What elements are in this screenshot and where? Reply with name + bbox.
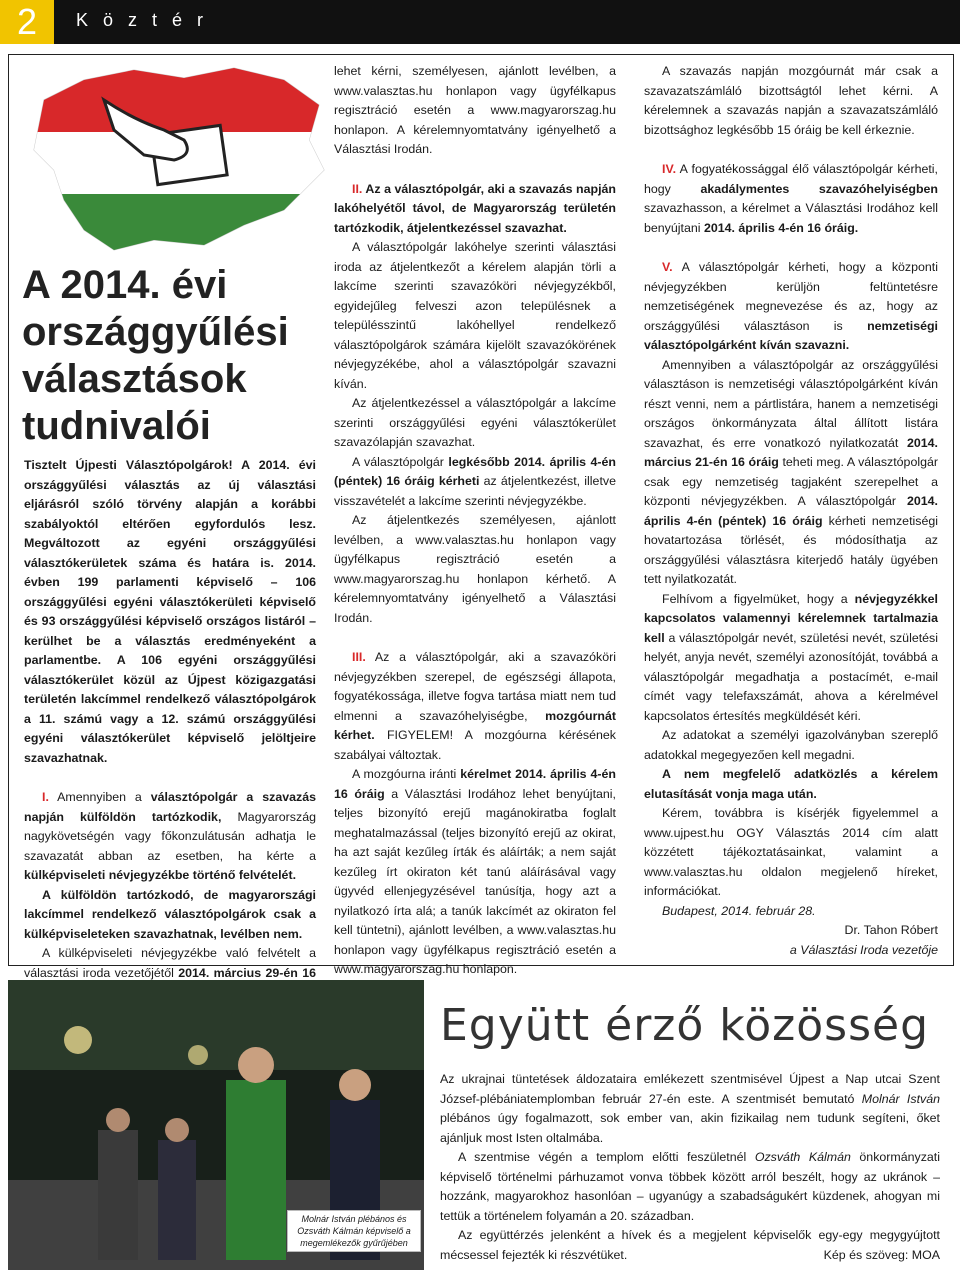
text-run: legkésőbb 2014. április 4-én (péntek) 16 óráig kérheti — [334, 454, 617, 488]
section-2-paragraph: A választópolgár lakóhelye szerinti választási iroda az átjelentkezőt a kérelem alapján törli a lakcíme szerinti szavazóköri névjegyzékből, egyidejűleg felveszi azon településnek a településszintű lakóhellyel rendelkező választópolgárok számára kijelölt szavazókörének névjegyzékébe, ahol a választópolgár szavazni kíván. — [334, 240, 616, 391]
text-run: mozgóurnát kérhet. — [334, 708, 616, 742]
section-5-paragraph-3 — [644, 590, 938, 727]
text-run: szavazhasson, a kérelmet a Választási Irodához kell benyújtani — [644, 201, 938, 235]
text-run: Magyarország nagykövetségén vagy főkonzulátusán adhatja le szavazatát abban az esetben, ha kérte a — [24, 809, 316, 863]
text-run: Ozsváth Kálmán — [754, 1150, 851, 1164]
text-run: Felhívom a figyelmüket, hogy a — [662, 591, 855, 606]
text-run: kérheti nemzetiségi hovatartozása törlését, és módosíthatja az országgyűlési választásra kiterjedő hatály ügyében tett nyilatkozatát. — [644, 513, 938, 586]
section-5-paragraph-5: A nem megfelelő adatközlés a kérelem elutasítását vonja maga után. — [644, 767, 938, 801]
intro-paragraph: Tisztelt Újpesti Választópolgárok! A 2014. évi országgyűlési választás az új választási eljárásról szóló törvény alapján a korábbi szabályoktól eltérően egyfordulós lesz. Megváltozott az egyéni országgyűlési választókerületek száma és határa is. 2014. évben 199 parlamenti képviselő – 106 országgyűlési egyéni választókerületi képviselő és 93 országgyűlési képviselő országos listáról – kerülhet be a választás eredményeként a parlamentbe. A 106 egyéni országgyűlési választókerület közül az Újpest közigazgatási területén lakcímmel rendelkező választópolgárok a 11. számú vagy a 12. számú országgyűlési egyéni választókerület képviselő jelöltjeire szavazhatnak. — [24, 458, 316, 765]
photo-credit: Kép és szöveg: MOA — [823, 1247, 940, 1262]
text-run: választópolgár a szavazás napján külföldön tartózkodik, — [24, 790, 316, 824]
section-2-heading — [334, 180, 616, 239]
page-number: 2 — [0, 0, 54, 44]
feature-column-2 — [334, 62, 616, 980]
text-run: Az együttérzés jelenként a hívek és a megjelent képviselők egy-egy megygyújtott mécsessel fejezték ki részvétüket. — [440, 1228, 940, 1262]
text-run: az átjelentkezést, illetve visszavételét a lakcíme szerinti névjegyzékbe. — [334, 474, 616, 508]
hungary-map-ballot-illustration — [24, 60, 330, 260]
text-run: külképviseleti névjegyzékbe történő felvételét. — [24, 868, 297, 882]
section-2-number: II. — [352, 181, 363, 196]
section-5-paragraph-4: Az adatokat a személyi igazolványban szereplő adatokkal megegyezően kell megadni. — [644, 728, 938, 762]
signer-role: a Választási Iroda vezetője — [789, 942, 938, 957]
article-paragraph-3 — [440, 1226, 940, 1265]
feature-title-line: A 2014. évi — [22, 263, 228, 307]
text-run: kérelmet 2014. április 4-én 16 óráig — [334, 767, 616, 801]
feature-title — [22, 262, 322, 450]
text-run: Amennyiben a választópolgár az országgyűlési választáson is nemzetiségi választópolgárként kíván részt venni, nem a pártlistára, hanem a nemzetiségi országos önkormányzata által állított listára szavazhat, és erre vonatkozó nyilatkozatát — [644, 357, 938, 450]
section-1-number: I. — [42, 790, 49, 804]
text-run: A szentmise végén a templom előtti feszületnél — [458, 1150, 755, 1164]
text-run: A külképviseleti névjegyzékbe való felvételt a választási iroda vezetőjétől — [24, 946, 316, 980]
text-run: önkormányzati képviselő történelmi párhuzamot vonva többek között arról beszélt, hogy az ukránok – hozzánk, magyarokhoz hasonlóan – ugyanúgy a szabadságukért küzdenek, ahogyan mi tettük a történelem folyamán a 20. században. — [440, 1150, 940, 1223]
text-run: Molnár István — [861, 1091, 940, 1106]
section-4-number: IV. — [662, 162, 677, 176]
date-line: Budapest, 2014. február 28. — [662, 903, 816, 918]
text-run: a Választási Irodához lehet benyújtani, teljes bizonyító erejű magánokiratba foglalt meghatalmazással (teljes bizonyító erejű az okirat, ha azt saját kezűleg írták és aláírták; a nem saját kezűleg írt okiraton két tanú aláírásával vagy ügyvéd ellenjegyzésével tanúsítja, hogy azt a nyilatkozó írta alá; a tanúk lakcímét az okiraton fel kell tüntetni), ajánlott levélben, a www.valasztas.hu honlapon vagy ügyfélkapus regisztráció esetén a www.magyarorszag.hu honlapon. — [334, 786, 616, 976]
section-5-paragraph — [644, 258, 938, 356]
section-3-paragraph-2 — [334, 765, 616, 980]
section-5-paragraph-6: Kérem, továbbra is kísérjék figyelemmel a www.ujpest.hu OGY Választás 2014 cím alatt közzétett tájékoztatásainkat, valamint a www.valasztas.hu oldalon megjelenő híreket, információkat. — [644, 806, 938, 898]
article-title: Együtt érző közösség — [440, 1000, 930, 1051]
text-run: A választópolgár kérheti, hogy a központi névjegyzékben kerüljön feltüntetésre nemzetiségének megnevezése és az, hogy az országgyűlési választáson is — [644, 260, 938, 333]
text-run: 2014. április 4-én 16 óráig. — [703, 220, 859, 235]
text-run: plébános úgy fogalmazott, sok ember van, akin fizikailag nem tudunk segíteni, őket ajánljuk most Isten oltalmába. — [440, 1111, 940, 1145]
section-3-paragraph-3: A szavazás napján mozgóurnát már csak a szavazatszámláló bizottságtól lehet kérni. A kérelemnek a szavazás napján a szavazatszámláló bizottsághoz legkésőbb 15 óráig be kell érkeznie. — [644, 64, 938, 137]
text-run: névjegyzékkel kapcsolatos valamennyi kérelemnek tartalmazia kell — [644, 591, 938, 645]
text-run: 2014. március 21-én 16 óráig — [644, 435, 938, 469]
section-title: K ö z t é r — [76, 10, 209, 30]
section-2-paragraph: Az átjelentkezéssel a választópolgár a lakcíme szerinti országgyűlési egyéni választókerület szavazólapján szavazhat. — [334, 396, 616, 449]
text-run: lehet kérni, személyesen, ajánlott levélben, a www.valasztas.hu honlapon vagy ügyfélkapus regisztráció esetén a www.magyarorszag.hu honlapon. A kérelemnyomtatvány igényelhető a Választási Irodán. — [334, 64, 616, 156]
section-4-paragraph — [644, 160, 938, 238]
text-run: A választópolgár — [352, 454, 449, 469]
text-run: Amennyiben a — [48, 790, 151, 804]
feature-title-line: tudnivalói — [22, 404, 211, 448]
feature-title-line: országgyűlési — [22, 310, 289, 354]
article-body — [440, 1070, 940, 1265]
text-run: 2014. március 29-én 16 — [178, 965, 316, 980]
article-paragraph-1 — [440, 1070, 940, 1148]
photo-caption: Molnár István plébános és Ozsváth Kálmán képviselő a megemlékezők gyűrűjében — [287, 1210, 421, 1252]
section-1-paragraph — [24, 788, 316, 886]
text-run: akadálymentes szavazóhelyiségben — [700, 181, 938, 196]
section-2-paragraph — [334, 453, 616, 512]
section-3-number: III. — [352, 650, 366, 664]
text-run: A fogyatékossággal élő választópolgár kérheti, hogy — [644, 162, 938, 196]
text-run: Az a választópolgár, aki a szavazóköri névjegyzékben szerepel, de egészségi állapota, fogyatékossága, illetve fogva tartása miatt nem tud elmenni a szavazóhelyiségbe, — [334, 650, 616, 723]
section-3-paragraph — [334, 648, 616, 765]
text-run: A mozgóurna iránti — [352, 767, 461, 781]
section-1-continued — [334, 62, 616, 160]
section-1-paragraph-2: A külföldön tartózkodó, de magyarországi lakcímmel rendelkező választópolgárok csak a külképviseleteken szavazhatnak, levélben nem. — [24, 887, 316, 941]
feature-column-1 — [24, 456, 316, 1003]
signer-name: Dr. Tahon Róbert — [844, 923, 938, 937]
section-5-paragraph-2 — [644, 356, 938, 590]
feature-title-line: választások — [22, 357, 247, 401]
text-run: a választópolgár nevét, születési nevét, születési helyét, anyja nevét, személyi azonosítóját, továbbá a választópolgár megadhatja a postacímét, e-mail címét vagy telefaxszámát, ahova a kérelmével kapcsolatos értesítés megküldését kéri. — [644, 630, 938, 723]
section-5-number: V. — [662, 260, 673, 274]
article-paragraph-2 — [440, 1148, 940, 1226]
section-2-paragraph: Az átjelentkezés személyesen, ajánlott levélben, a www.valasztas.hu honlapon vagy ügyfélkapus regisztráció esetén a www.magyarorszag.hu honlapon kérhető. A kérelemnyomtatvány igényelhető a Választási Irodán. — [334, 513, 616, 625]
text-run: Az a választópolgár, aki a szavazás napján lakóhelyétől távol, de Magyarország területén tartózkodik, átjelentkezéssel szavazhat. — [334, 181, 616, 235]
text-run: 2014. április 4-én (péntek) 16 óráig — [644, 494, 938, 528]
text-run: nemzetiségi választópolgárként kíván szavazni. — [644, 318, 938, 352]
text-run: teheti meg. A választópolgár csak egy nemzetiség tagjaként szerepelhet a központi névjegyzékben. A választópolgár — [644, 455, 938, 508]
text-run: FIGYELEM! A mozgóurna kérésének szabályai változtak. — [334, 728, 616, 762]
feature-column-3 — [644, 62, 938, 960]
text-run: Az ukrajnai tüntetések áldozataira emlékezett szentmisével Újpest a Nap utcai Szent József-plébániatemplomban február 27-én este. A szentmisét bemutató — [440, 1072, 940, 1106]
